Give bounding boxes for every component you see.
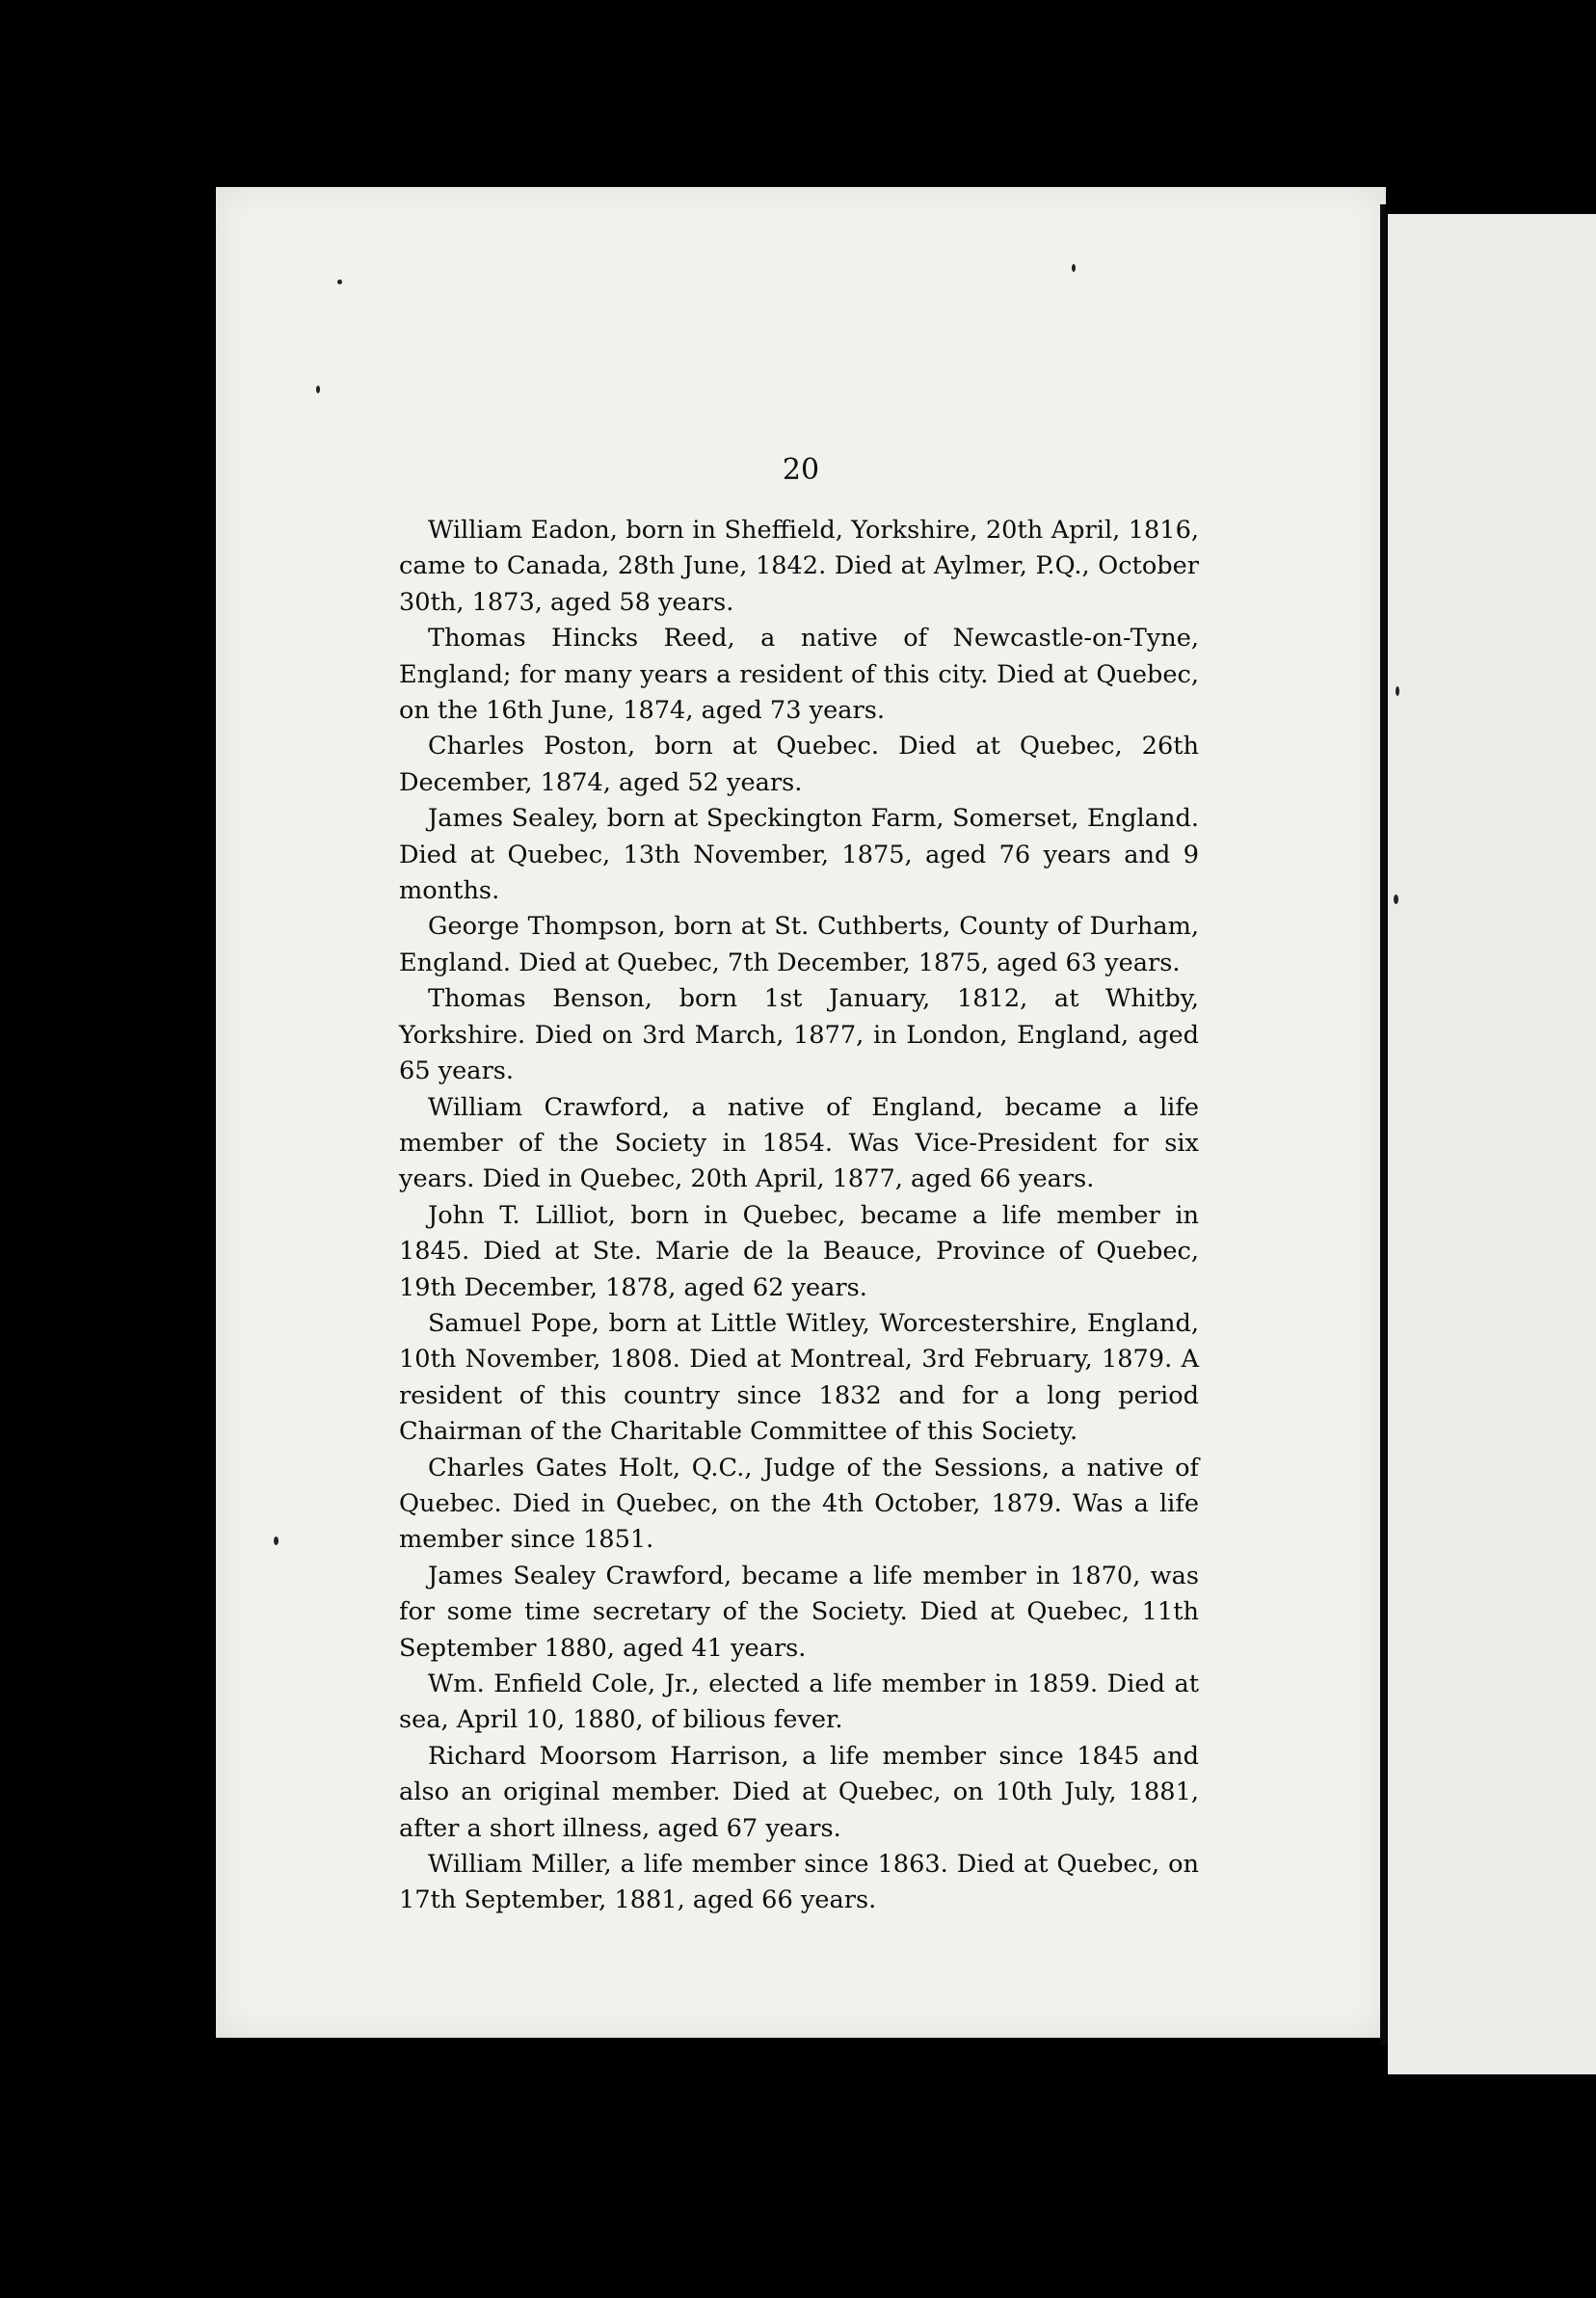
page-number: 20 [782, 453, 820, 487]
scan-speck [1394, 895, 1398, 904]
scan-speck [337, 280, 342, 284]
entry-pope: Samuel Pope, born at Little Witley, Worcestershire, England, 10th November, 1808. Died at Montreal, 3rd February, 1879. A resident of this country since 1832 and for a long period Chairman of the Charitable Committee of this Society. [399, 1308, 1199, 1447]
entry-poston: Charles Poston, born at Quebec. Died at Quebec, 26th December, 1874, aged 52 years. [399, 732, 1199, 797]
entry-thompson: George Thompson, born at St. Cuthberts, County of Durham, England. Died at Quebec, 7th December, 1875, aged 63 years. [399, 912, 1199, 977]
entry-benson: Thomas Benson, born 1st January, 1812, at Whitby, Yorkshire. Died on 3rd March, 1877, in London, England, aged 65 years. [399, 984, 1199, 1086]
entry-reed: Thomas Hincks Reed, a native of Newcastle-on-Tyne, England; for many years a resident of this city. Died at Quebec, on the 16th June, 1874, aged 73 years. [399, 624, 1199, 726]
scan-speck [1072, 264, 1076, 272]
scan-speck [274, 1536, 279, 1545]
entry-js-crawford: James Sealey Crawford, became a life member in 1870, was for some time secretary of the Society. Died at Quebec, 11th September 1880, aged 41 years. [399, 1561, 1199, 1663]
obituary-entries [399, 513, 1199, 1919]
entry-harrison: Richard Moorsom Harrison, a life member since 1845 and also an original member. Died at Quebec, on 10th July, 1881, after a short illness, aged 67 years. [399, 1741, 1199, 1843]
facing-page-edge [1388, 214, 1596, 2074]
entry-eadon: William Eadon, born in Sheffield, Yorkshire, 20th April, 1816, came to Canada, 28th June, 1842. Died at Aylmer, P.Q., October 30th, 1873, aged 58 years. [399, 516, 1199, 617]
entry-holt: Charles Gates Holt, Q.C., Judge of the Sessions, a native of Quebec. Died in Quebec, on the 4th October, 1879. Was a life member since 1851. [399, 1453, 1199, 1555]
document-page [216, 187, 1386, 2038]
entry-lilliot: John T. Lilliot, born in Quebec, became a life member in 1845. Died at Ste. Marie de la Beauce, Province of Quebec, 19th December, 1878, aged 62 years. [399, 1200, 1199, 1302]
scan-speck [316, 386, 320, 393]
entry-cole: Wm. Enfield Cole, Jr., elected a life member in 1859. Died at sea, April 10, 1880, of bilious fever. [399, 1670, 1199, 1735]
scan-speck [1396, 686, 1399, 696]
entry-miller: William Miller, a life member since 1863. Died at Quebec, on 17th September, 1881, aged 66 years. [399, 1850, 1199, 1915]
page-gutter-line [1380, 204, 1386, 2045]
entry-sealey: James Sealey, born at Speckington Farm, Somerset, England. Died at Quebec, 13th November, 1875, aged 76 years and 9 months. [399, 804, 1199, 906]
entry-crawford: William Crawford, a native of England, became a life member of the Society in 1854. Was Vice-President for six years. Died in Quebec, 20th April, 1877, aged 66 years. [399, 1092, 1199, 1194]
